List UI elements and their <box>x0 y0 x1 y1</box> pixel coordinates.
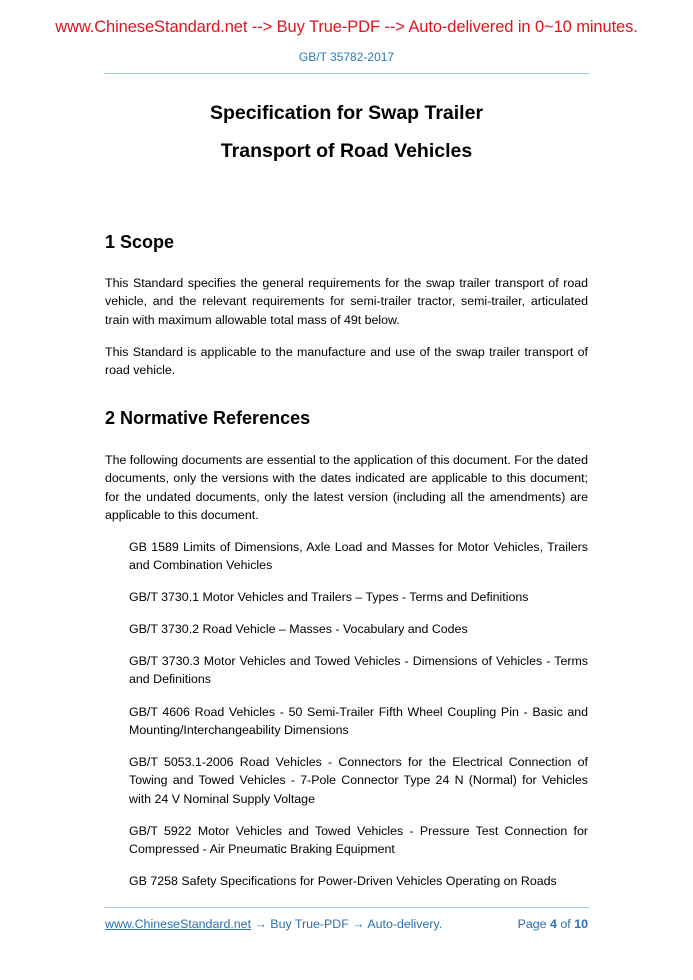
page-indicator <box>518 917 588 931</box>
page-current: 4 <box>550 917 557 931</box>
reference-item: GB/T 3730.2 Road Vehicle – Masses - Vocabulary and Codes <box>129 622 468 636</box>
reference-item: GB 7258 Safety Specifications for Power-Driven Vehicles Operating on Roads <box>129 874 557 888</box>
footer-divider <box>104 907 589 908</box>
document-title-line2: Transport of Road Vehicles <box>220 140 473 162</box>
reference-item: GB/T 3730.1 Motor Vehicles and Trailers – Types - Terms and Definitions <box>129 590 529 604</box>
footer-website-link[interactable]: www.ChineseStandard.net <box>105 917 252 931</box>
reference-item: GB 1589 Limits of Dimensions, Axle Load and Masses for Motor Vehicles, Trailers and Combination Vehicles <box>129 540 588 573</box>
header-divider <box>104 73 589 74</box>
reference-item: GB/T 4606 Road Vehicles - 50 Semi-Trailer Fifth Wheel Coupling Pin - Basic and Mounting/Interchangeability Dimensions <box>129 705 588 738</box>
page-label: Page <box>517 917 547 931</box>
document-number: GB/T 35782-2017 <box>298 50 395 64</box>
scope-paragraph-2: This Standard is applicable to the manufacture and use of the swap trailer transport of road vehicle. <box>105 345 588 378</box>
promo-banner: www.ChineseStandard.net --> Buy True-PDF --> Auto-delivered in 0~10 minutes. <box>55 18 638 36</box>
reference-item: GB/T 3730.3 Motor Vehicles and Towed Vehicles - Dimensions of Vehicles - Terms and Definitions <box>129 654 588 687</box>
scope-paragraph-1: This Standard specifies the general requirements for the swap trailer transport of road vehicle, and the relevant requirements for semi-trailer tractor, semi-trailer, articulated train with maximum allowable total mass of 49t below. <box>105 276 588 327</box>
section-heading-normative-references: 2 Normative References <box>105 408 311 428</box>
reference-item: GB/T 5922 Motor Vehicles and Towed Vehicles - Pressure Test Connection for Compressed - Air Pneumatic Braking Equipment <box>129 824 588 857</box>
section-heading-scope: 1 Scope <box>105 232 175 252</box>
reference-item: GB/T 5053.1-2006 Road Vehicles - Connectors for the Electrical Connection of Towing and Towed Vehicles - 7-Pole Connector Type 24 N (Normal) for Vehicles with 24 V Nominal Supply Voltage <box>129 755 588 806</box>
page-total: 10 <box>574 917 588 931</box>
footer <box>105 917 588 931</box>
page-of: of <box>560 917 571 931</box>
references-intro-paragraph: The following documents are essential to the application of this document. For the dated documents, only the versions with the dates indicated are applicable to this document; for the undated documents, only the latest version (including all the amendments) are applicable to this document. <box>105 453 588 522</box>
footer-text: → Buy True-PDF → Auto-delivery. <box>251 917 443 931</box>
document-title-line1: Specification for Swap Trailer <box>209 102 484 124</box>
